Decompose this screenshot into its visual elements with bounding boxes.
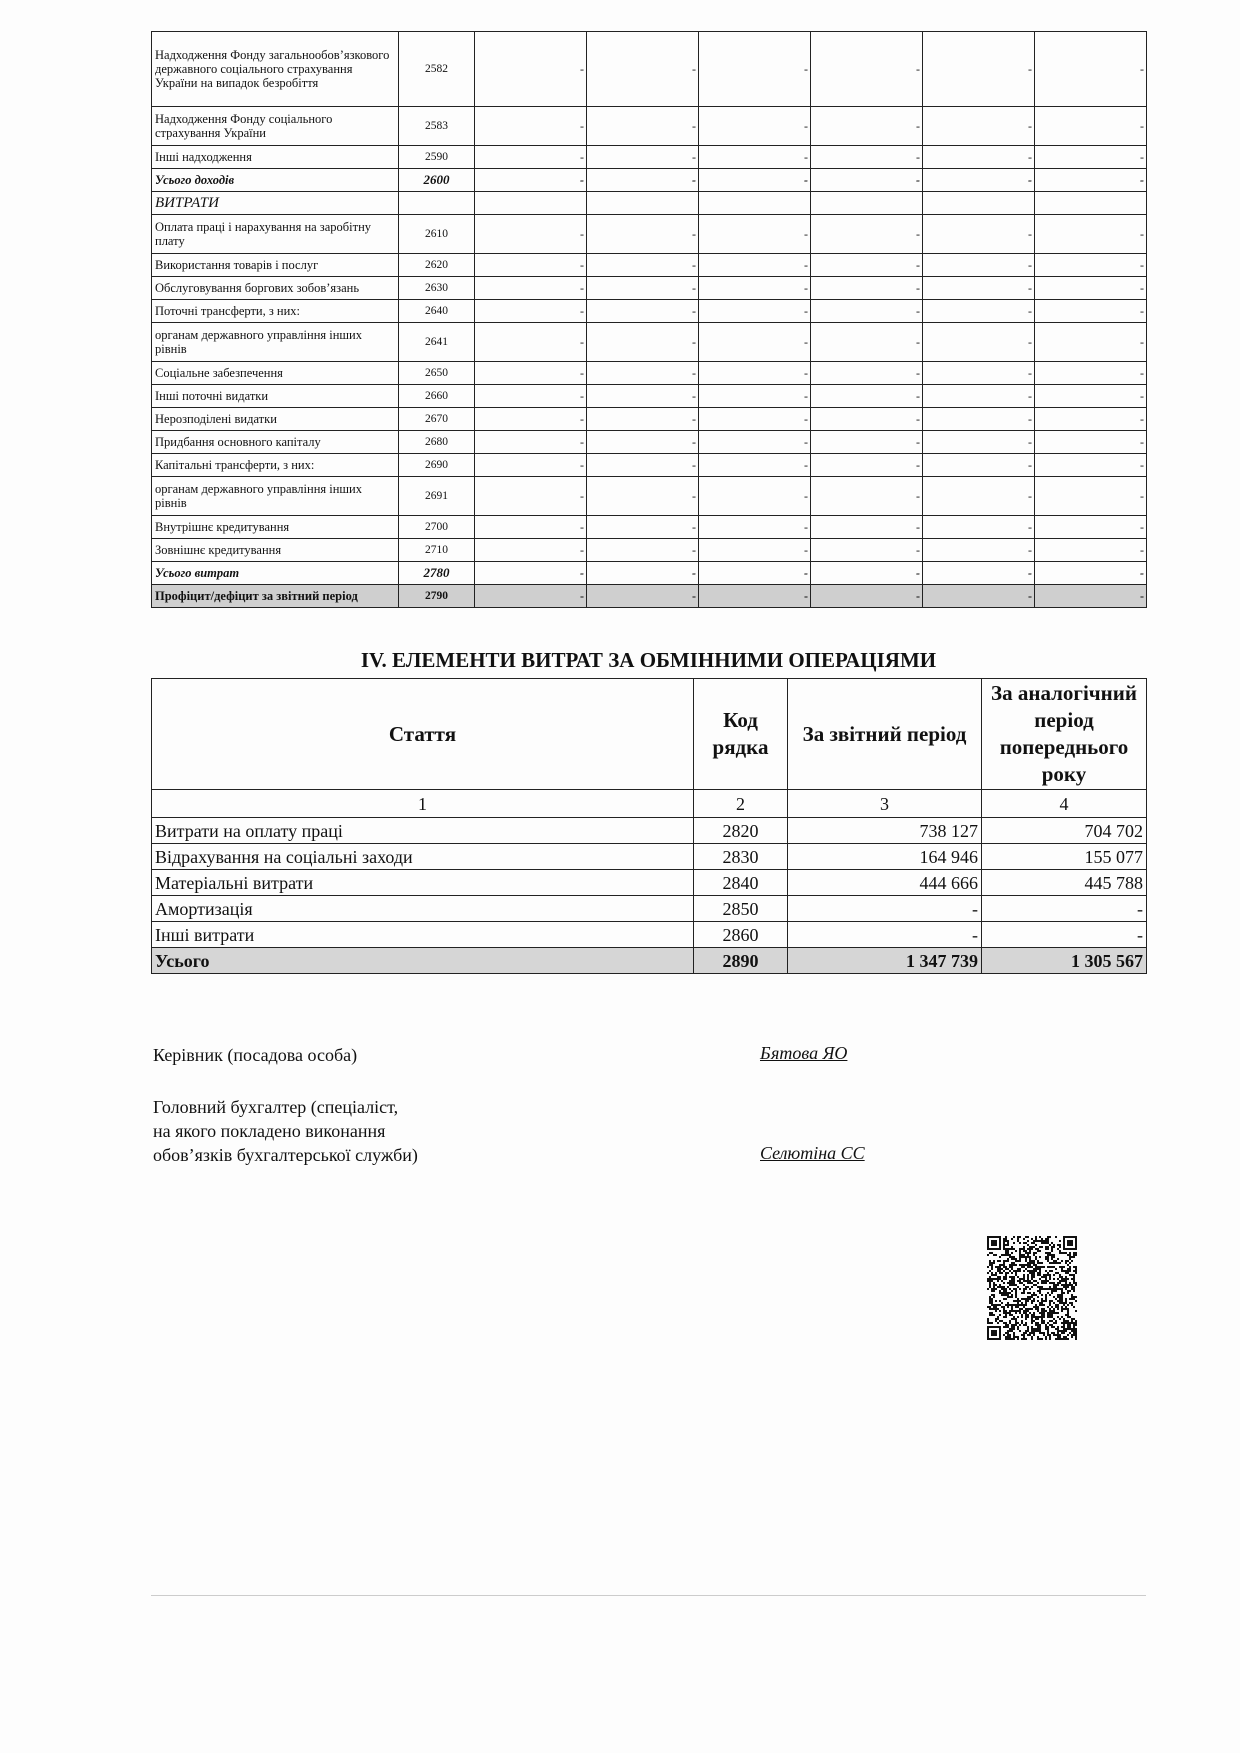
row-code: 2860: [694, 922, 788, 948]
row-code: 2680: [399, 431, 475, 454]
head-label: Керівник (посадова особа): [153, 1045, 358, 1065]
row-value: -: [699, 362, 811, 385]
row-name: Інші поточні видатки: [152, 385, 399, 408]
row-current: 164 946: [788, 844, 982, 870]
row-value: -: [475, 323, 587, 362]
row-value: -: [699, 32, 811, 107]
header-current: За звітний період: [788, 679, 982, 790]
row-value: -: [811, 107, 923, 146]
table-row: [152, 323, 1147, 362]
row-value: -: [475, 477, 587, 516]
table-row: [152, 454, 1147, 477]
row-code: 2690: [399, 454, 475, 477]
row-value: -: [699, 516, 811, 539]
row-value: -: [811, 300, 923, 323]
column-number: 1: [152, 790, 694, 818]
row-value: -: [699, 300, 811, 323]
row-value: -: [475, 362, 587, 385]
row-name: Надходження Фонду соціального страхування України: [152, 107, 399, 146]
row-value: -: [811, 385, 923, 408]
row-name: Матеріальні витрати: [152, 870, 694, 896]
row-value: -: [587, 323, 699, 362]
row-value: -: [699, 454, 811, 477]
row-current: 444 666: [788, 870, 982, 896]
accountant-label-line: Головний бухгалтер (спеціаліст,: [153, 1097, 399, 1117]
row-value: -: [1035, 277, 1147, 300]
row-previous: -: [982, 896, 1147, 922]
table-row: [152, 107, 1147, 146]
row-name: Профіцит/дефіцит за звітний період: [152, 585, 399, 608]
row-value: -: [923, 277, 1035, 300]
row-value: -: [1035, 454, 1147, 477]
footer-divider: [151, 1595, 1146, 1596]
row-value: -: [475, 169, 587, 192]
row-value: -: [699, 254, 811, 277]
row-code: 2600: [399, 169, 475, 192]
row-value: -: [811, 323, 923, 362]
row-name: Внутрішнє кредитування: [152, 516, 399, 539]
row-value: -: [1035, 431, 1147, 454]
row-value: -: [811, 585, 923, 608]
row-value: -: [1035, 300, 1147, 323]
row-code: 2820: [694, 818, 788, 844]
row-code: 2850: [694, 896, 788, 922]
row-value: -: [923, 32, 1035, 107]
row-code: 2700: [399, 516, 475, 539]
row-name: Усього доходів: [152, 169, 399, 192]
table-row: [152, 818, 1147, 844]
row-code: 2780: [399, 562, 475, 585]
row-value: [811, 192, 923, 215]
total-current: 1 347 739: [788, 948, 982, 974]
row-code: 2840: [694, 870, 788, 896]
row-code: 2620: [399, 254, 475, 277]
table-row: [152, 562, 1147, 585]
row-value: [587, 192, 699, 215]
row-code: 2610: [399, 215, 475, 254]
table-row: [152, 215, 1147, 254]
row-code: 2583: [399, 107, 475, 146]
table-row: [152, 32, 1147, 107]
row-name: Відрахування на соціальні заходи: [152, 844, 694, 870]
row-value: -: [699, 477, 811, 516]
row-value: -: [811, 32, 923, 107]
row-name: органам державного управління інших рівнів: [152, 323, 399, 362]
table-row: [152, 539, 1147, 562]
row-value: -: [587, 146, 699, 169]
row-value: -: [475, 516, 587, 539]
row-value: -: [699, 431, 811, 454]
row-code: [399, 192, 475, 215]
row-value: -: [811, 169, 923, 192]
row-value: -: [811, 431, 923, 454]
row-value: -: [587, 539, 699, 562]
table-row: [152, 385, 1147, 408]
row-value: -: [587, 277, 699, 300]
total-code: 2890: [694, 948, 788, 974]
header-row: [152, 679, 1147, 790]
row-previous: 704 702: [982, 818, 1147, 844]
row-code: 2660: [399, 385, 475, 408]
row-value: -: [475, 539, 587, 562]
column-number: 4: [982, 790, 1147, 818]
row-name: Амортизація: [152, 896, 694, 922]
row-value: -: [475, 146, 587, 169]
row-name: Придбання основного капіталу: [152, 431, 399, 454]
row-name: ВИТРАТИ: [152, 192, 399, 215]
row-code: 2641: [399, 323, 475, 362]
row-name: Витрати на оплату праці: [152, 818, 694, 844]
accountant-label: [153, 1095, 418, 1167]
row-name: Зовнішнє кредитування: [152, 539, 399, 562]
row-value: [1035, 192, 1147, 215]
qr-code-icon: [987, 1236, 1077, 1340]
table-row: [152, 146, 1147, 169]
row-name: Обслуговування боргових зобов’язань: [152, 277, 399, 300]
expense-elements-table: [151, 678, 1147, 974]
row-value: -: [1035, 408, 1147, 431]
table-row: [152, 870, 1147, 896]
row-code: 2790: [399, 585, 475, 608]
row-name: Усього витрат: [152, 562, 399, 585]
row-name: Поточні трансферти, з них:: [152, 300, 399, 323]
row-value: -: [1035, 169, 1147, 192]
table-row: [152, 516, 1147, 539]
row-value: -: [699, 562, 811, 585]
row-name: органам державного управління інших рівнів: [152, 477, 399, 516]
row-value: -: [1035, 562, 1147, 585]
row-name: Нерозподілені видатки: [152, 408, 399, 431]
row-current: 738 127: [788, 818, 982, 844]
row-value: [699, 192, 811, 215]
row-value: -: [811, 215, 923, 254]
accountant-name: Селютіна СС: [760, 1143, 865, 1163]
section-title: IV. ЕЛЕМЕНТИ ВИТРАТ ЗА ОБМІННИМИ ОПЕРАЦІЯМИ: [360, 648, 937, 672]
total-previous: 1 305 567: [982, 948, 1147, 974]
row-value: [475, 192, 587, 215]
row-value: -: [699, 385, 811, 408]
table-row: [152, 362, 1147, 385]
row-code: 2670: [399, 408, 475, 431]
row-value: -: [475, 431, 587, 454]
row-value: -: [923, 408, 1035, 431]
row-code: 2691: [399, 477, 475, 516]
accountant-label-line: на якого покладено виконання: [153, 1121, 386, 1141]
row-value: -: [923, 477, 1035, 516]
row-code: 2640: [399, 300, 475, 323]
row-value: -: [475, 300, 587, 323]
table-row: [152, 408, 1147, 431]
header-previous: За аналогічний період попереднього року: [982, 679, 1147, 790]
table-row: [152, 922, 1147, 948]
row-name: Соціальне забезпечення: [152, 362, 399, 385]
row-value: -: [587, 562, 699, 585]
row-value: -: [923, 539, 1035, 562]
row-value: -: [475, 385, 587, 408]
total-row: [152, 948, 1147, 974]
row-value: -: [811, 477, 923, 516]
row-value: -: [923, 362, 1035, 385]
row-value: -: [699, 408, 811, 431]
row-value: -: [699, 107, 811, 146]
head-name: Бятова ЯО: [760, 1043, 848, 1063]
row-value: -: [587, 385, 699, 408]
row-value: -: [1035, 385, 1147, 408]
row-value: -: [811, 562, 923, 585]
row-value: -: [811, 146, 923, 169]
row-current: -: [788, 922, 982, 948]
row-code: 2590: [399, 146, 475, 169]
row-value: -: [475, 454, 587, 477]
column-number: 3: [788, 790, 982, 818]
row-value: -: [1035, 146, 1147, 169]
row-name: Оплата праці і нарахування на заробітну плату: [152, 215, 399, 254]
row-value: -: [475, 277, 587, 300]
income-expense-table: [151, 31, 1147, 608]
row-value: -: [587, 516, 699, 539]
total-name: Усього: [152, 948, 694, 974]
row-value: -: [475, 562, 587, 585]
row-value: -: [1035, 477, 1147, 516]
row-value: -: [1035, 323, 1147, 362]
row-value: -: [811, 408, 923, 431]
row-value: -: [587, 585, 699, 608]
row-value: -: [923, 254, 1035, 277]
row-previous: 445 788: [982, 870, 1147, 896]
row-value: [923, 192, 1035, 215]
row-value: -: [811, 516, 923, 539]
row-value: -: [587, 408, 699, 431]
row-value: -: [1035, 215, 1147, 254]
table-row: [152, 896, 1147, 922]
row-value: -: [1035, 585, 1147, 608]
header-code: Код рядка: [694, 679, 788, 790]
row-value: -: [923, 385, 1035, 408]
row-value: -: [699, 539, 811, 562]
row-name: Інші витрати: [152, 922, 694, 948]
row-name: Надходження Фонду загальнообов’язкового державного соціального страхування України на випадок безробіття: [152, 32, 399, 107]
table-row: [152, 192, 1147, 215]
row-value: -: [587, 254, 699, 277]
row-value: -: [587, 477, 699, 516]
row-value: -: [699, 323, 811, 362]
row-value: -: [811, 254, 923, 277]
row-value: -: [699, 585, 811, 608]
table-row: [152, 277, 1147, 300]
row-value: -: [811, 539, 923, 562]
row-name: Інші надходження: [152, 146, 399, 169]
row-value: -: [923, 562, 1035, 585]
table-row: [152, 844, 1147, 870]
row-value: -: [1035, 362, 1147, 385]
row-value: -: [699, 169, 811, 192]
row-value: -: [587, 32, 699, 107]
row-value: -: [923, 169, 1035, 192]
row-value: -: [699, 277, 811, 300]
row-previous: 155 077: [982, 844, 1147, 870]
row-value: -: [587, 215, 699, 254]
column-number: 2: [694, 790, 788, 818]
row-value: -: [811, 362, 923, 385]
table-row: [152, 169, 1147, 192]
row-value: -: [587, 431, 699, 454]
row-name: Використання товарів і послуг: [152, 254, 399, 277]
row-value: -: [923, 431, 1035, 454]
row-value: -: [475, 254, 587, 277]
row-current: -: [788, 896, 982, 922]
row-value: -: [1035, 254, 1147, 277]
row-value: -: [811, 277, 923, 300]
table-row: [152, 254, 1147, 277]
row-value: -: [1035, 539, 1147, 562]
row-previous: -: [982, 922, 1147, 948]
row-value: -: [475, 32, 587, 107]
row-value: -: [923, 585, 1035, 608]
row-value: -: [923, 454, 1035, 477]
row-value: -: [923, 516, 1035, 539]
accountant-label-line: обов’язків бухгалтерської служби): [153, 1145, 418, 1165]
table-row: [152, 585, 1147, 608]
row-value: -: [699, 146, 811, 169]
row-code: 2710: [399, 539, 475, 562]
row-value: -: [587, 300, 699, 323]
row-value: -: [1035, 107, 1147, 146]
header-article: Стаття: [152, 679, 694, 790]
row-value: -: [475, 107, 587, 146]
row-value: -: [475, 408, 587, 431]
row-value: -: [923, 323, 1035, 362]
row-code: 2630: [399, 277, 475, 300]
row-value: -: [1035, 516, 1147, 539]
row-value: -: [587, 169, 699, 192]
row-value: -: [699, 215, 811, 254]
row-value: -: [587, 362, 699, 385]
row-code: 2830: [694, 844, 788, 870]
row-value: -: [923, 215, 1035, 254]
row-value: -: [587, 107, 699, 146]
row-code: 2582: [399, 32, 475, 107]
row-name: Капітальні трансферти, з них:: [152, 454, 399, 477]
column-number-row: [152, 790, 1147, 818]
row-value: -: [923, 146, 1035, 169]
row-value: -: [923, 107, 1035, 146]
row-value: -: [475, 585, 587, 608]
table-row: [152, 477, 1147, 516]
table-row: [152, 300, 1147, 323]
row-value: -: [475, 215, 587, 254]
row-code: 2650: [399, 362, 475, 385]
table-row: [152, 431, 1147, 454]
row-value: -: [923, 300, 1035, 323]
row-value: -: [1035, 32, 1147, 107]
row-value: -: [587, 454, 699, 477]
row-value: -: [811, 454, 923, 477]
